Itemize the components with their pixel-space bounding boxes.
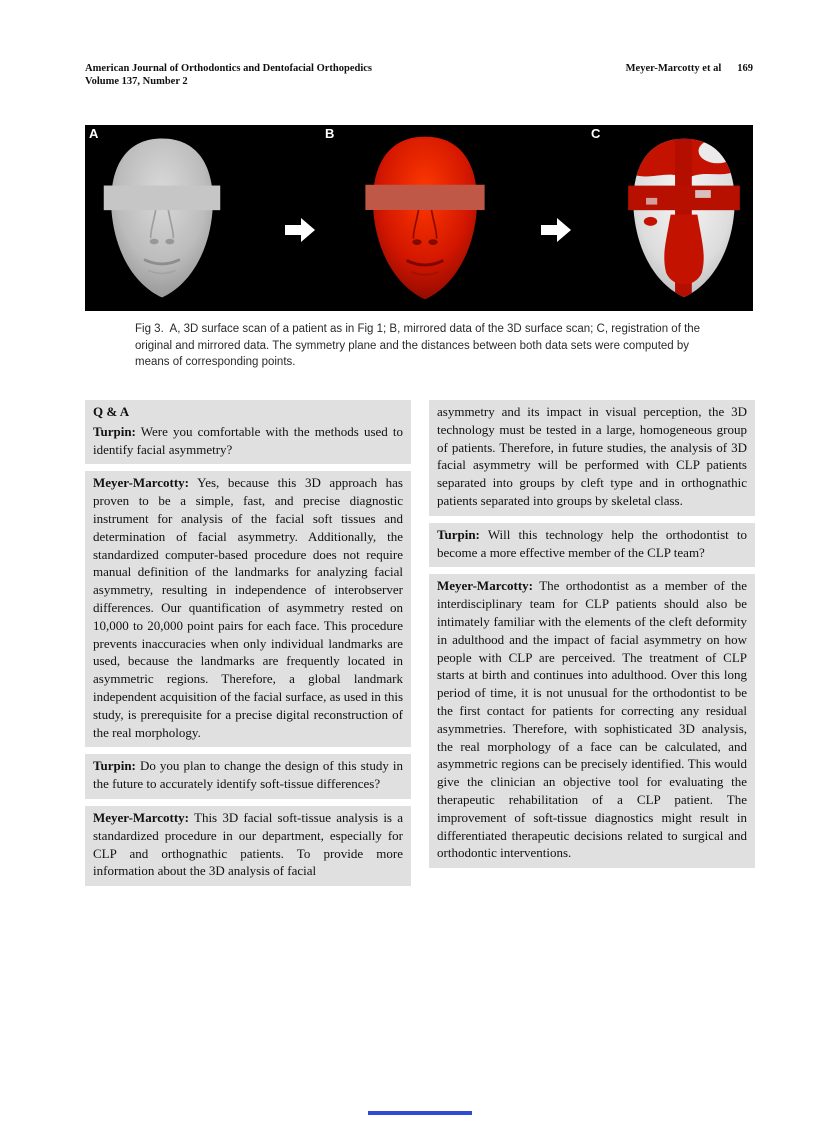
face-scan-registration — [617, 133, 751, 303]
face-scan-mirrored — [351, 132, 499, 304]
qa-block — [429, 574, 755, 868]
speaker-name: Meyer-Marcotty: — [93, 809, 189, 825]
figure-label-b: B — [325, 126, 335, 141]
qa-paragraph — [93, 423, 403, 459]
qa-paragraph — [93, 757, 403, 793]
qa-section-title: Q & A — [93, 404, 130, 419]
qa-column-right — [429, 400, 755, 875]
speaker-name: Meyer-Marcotty: — [93, 475, 189, 491]
face-scan-original — [93, 134, 231, 302]
journal-info — [85, 62, 372, 88]
qa-text: Were you comfortable with the methods used to identify facial asymmetry? — [93, 423, 404, 457]
qa-text: Yes, because this 3D approach has proven to be a simple, fast, and precise diagnostic instrument for analysis of the facial soft tissues and determination of facial asymmetry. Additionally, the standardized computer-based procedure does not require manual definition of the landmarks for analyzing facial asymmetry, resulting in independence of interobserver differences. Our quantification of asymmetry rested on 10,000 to 20,000 point pairs for each face. This procedure prevents inaccuracies when only individual landmarks are used, because the landmarks are frequently located in asymmetric regions. Therefore, a global landmark independent acquisition of the facial surface, as used in this study, is prerequisite for a precise digital reconstruction of the real morphology. — [93, 475, 403, 740]
figure-caption-prefix: Fig 3. — [135, 323, 164, 335]
page-bottom-mark — [368, 1111, 472, 1115]
qa-text: The orthodontist as a member of the interdisciplinary team for CLP patients should also be intimately familiar with the elements of the cleft deformity in adulthood and the impact of facial asymmetry on how people with CLP are perceived. The treatment of CLP starts at birth and continues into adulthood. Over this long period of time, it is not unusual for the orthodontist to be the first contact for patients for correcting any residual asymmetries. Therefore, with sophisticated 3D analysis, the real morphology of a face can be calculated, and asymmetric regions can be precisely identified. This would give the clinician an objective tool for evaluating the therapeutic rehabilitation of a CLP patient. The improvement of soft-tissue diagnostics might result in differentiated therapeutic decisions related to surgical and orthodontic interventions. — [437, 578, 747, 861]
speaker-name: Turpin: — [437, 526, 480, 542]
qa-text: Do you plan to change the design of this study in the future to accurately identify soft-tissue differences? — [93, 758, 403, 792]
journal-volume: Volume 137, Number 2 — [85, 76, 188, 87]
qa-text: asymmetry and its impact in visual perception, the 3D technology must be tested in a large, homogeneous group of patients. Therefore, in future studies, the analysis of 3D facial asymmetry will be performed with CLP patients separated into groups by cleft type and in orthognathic patients separated into groups by skeletal class. — [437, 404, 747, 508]
arrow-right-icon — [281, 215, 319, 245]
figure-caption-text: A, 3D surface scan of a patient as in Fig 1; B, mirrored data of the 3D surface scan; C, registration of the original and mirrored data. The symmetry plane and the distances between both data sets were computed by means of corresponding points. — [135, 323, 701, 368]
qa-block — [429, 523, 755, 568]
figure-label-c: C — [591, 126, 601, 141]
qa-paragraph — [93, 809, 403, 880]
speaker-name: Turpin: — [93, 423, 136, 439]
figure-label-a: A — [89, 126, 99, 141]
journal-title: American Journal of Orthodontics and Dentofacial Orthopedics — [85, 63, 372, 74]
qa-column-left — [85, 400, 411, 893]
page-header — [85, 62, 753, 88]
qa-block — [85, 471, 411, 747]
qa-paragraph — [93, 474, 403, 741]
arrow-right-icon — [537, 215, 575, 245]
page-number: 169 — [737, 63, 753, 74]
qa-paragraph — [437, 526, 747, 562]
qa-text: This 3D facial soft-tissue analysis is a standardized procedure in our department, especially for CLP and orthognathic patients. To provide more information about the 3D analysis of facial — [93, 809, 403, 879]
speaker-name: Meyer-Marcotty: — [437, 578, 533, 594]
qa-block — [85, 400, 411, 464]
qa-paragraph — [437, 403, 747, 510]
qa-block — [429, 400, 755, 516]
running-head — [626, 62, 753, 88]
qa-paragraph — [437, 577, 747, 862]
running-head-authors: Meyer-Marcotty et al — [625, 63, 722, 74]
qa-block — [85, 754, 411, 799]
figure-3-panel — [85, 125, 753, 311]
qa-text: Will this technology help the orthodontist to become a more effective member of the CLP team? — [437, 526, 748, 560]
qa-block — [85, 806, 411, 886]
speaker-name: Turpin: — [93, 758, 136, 774]
figure-3-caption — [135, 321, 723, 371]
